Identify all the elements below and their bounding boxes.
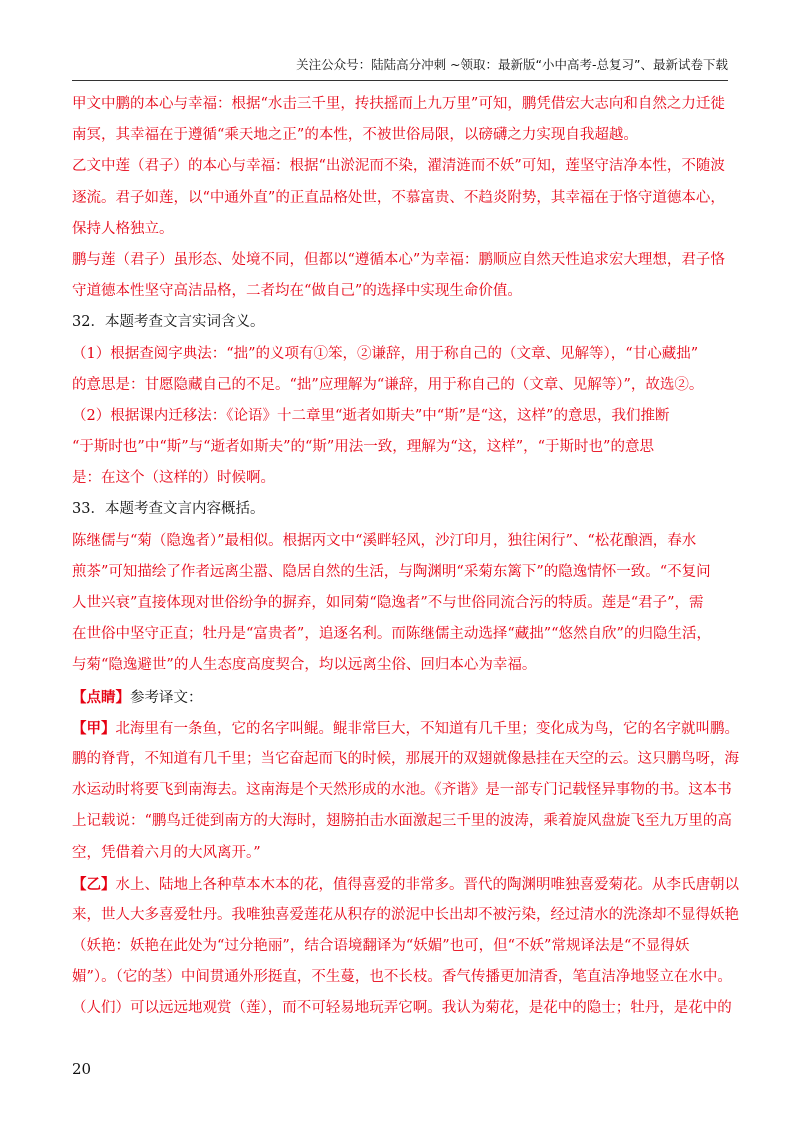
text-line: 的意思是：甘愿隐藏自己的不足。“拙”应理解为“谦辞，用于称自己的（文章、见解等）”，故选②。 (72, 376, 704, 393)
text-line: 南冥，其幸福在于遵循“乘天地之正”的本性，不被世俗局限，以磅礴之力实现自我超越。 (72, 127, 638, 144)
text-line: 来，世人大多喜爱牡丹。我唯独喜爱莲花从积存的淤泥中长出却不被污染，经过清水的洗涤却不显得妖艳 (72, 906, 739, 923)
text-line: 与菊“隐逸避世”的人生态度高度契合，均以远离尘俗、回归本心为幸福。 (72, 657, 537, 674)
page-number: 20 (72, 1060, 92, 1078)
question-heading: 33．本题考查文言内容概括。 (72, 501, 265, 518)
text-line: “于斯时也”中“斯”与“逝者如斯夫”的“斯”用法一致，理解为“这，这样”，“于斯时也”的意思 (72, 439, 654, 456)
text-line: 保持人格独立。 (72, 220, 174, 237)
text-line: 人世兴衰”直接体现对世俗纷争的摒弃，如同菊“隐逸者”不与世俗同流合污的特质。莲是“君子”，需 (72, 595, 704, 611)
page-header: 关注公众号：陆陆高分冲刺 ~领取：最新版“小中高考-总复习”、最新试卷下载 (296, 57, 728, 72)
text-line: 【乙】水上、陆地上各种草本木本的花，值得喜爱的非常多。晋代的陶渊明唯独喜爱菊花。从李氏唐朝以 (72, 875, 739, 893)
text-line: 甲文中鹏的本心与幸福：根据“水击三千里，抟扶摇而上九万里”可知，鹏凭借宏大志向和自然之力迁徙 (72, 96, 725, 112)
text-line: 【甲】北海里有一条鱼，它的名字叫鲲。鲲非常巨大，不知道有几千里；变化成为鸟，它的名字就叫鹏。 (72, 719, 739, 737)
text-line: （2）根据课内迁移法：《论语》十二章里“逝者如斯夫”中“斯”是“这，这样”的意思，我们推断 (72, 407, 670, 424)
text-line: 陈继儒与“菊（隐逸者）”最相似。根据丙文中“溪畔轻风，沙汀印月，独往闲行”、“松花酿酒，春水 (72, 532, 697, 549)
text-line: 煎茶”可知描绘了作者远离尘嚣、隐居自然的生活，与陶渊明“采菊东篱下”的隐逸情怀一致。“不复问 (72, 563, 711, 580)
text-line: 水运动时将要飞到南海去。这南海是个天然形成的水池。《齐谐》是一部专门记载怪异事物的书。这本书 (72, 782, 732, 799)
section-tag: 【甲】 (72, 719, 116, 737)
notes-heading: 【点睛】参考译文： (72, 688, 203, 706)
text-line: 媚”）。（它的茎）中间贯通外形挺直，不生蔓，也不长枝。香气传播更加清香，笔直洁净地竖立在水中。 (72, 969, 732, 986)
section-tag: 【点睛】 (72, 688, 130, 706)
text-line: 是：在这个（这样的）时候啊。 (72, 470, 275, 487)
text-line: 逐流。君子如莲，以“中通外直”的正直品格处世，不慕富贵、不趋炎附势，其幸福在于恪守道德本心， (72, 189, 725, 206)
text-line: 空，凭借着六月的大风离开。” (72, 844, 261, 861)
text-line: 乙文中莲（君子）的本心与幸福：根据“出淤泥而不染，濯清涟而不妖”可知，莲坚守洁净本性，不随波 (72, 158, 725, 175)
section-tag: 【乙】 (72, 875, 116, 893)
text-line: 鹏与莲（君子）虽形态、处境不同，但都以“遵循本心”为幸福：鹏顺应自然天性追求宏大理想，君子恪 (72, 251, 725, 268)
text-line: （人们）可以远远地观赏（莲），而不可轻易地玩弄它啊。我认为菊花，是花中的隐士；牡丹，是花中的 (72, 1000, 732, 1017)
text-line: 在世俗中坚守正直；牡丹是“富贵者”，追逐名利。而陈继儒主动选择“藏拙”“悠然自欣”的归隐生活， (72, 626, 711, 643)
text-line: 上记载说：“鹏鸟迁徙到南方的大海时，翅膀拍击水面激起三千里的波涛，乘着旋风盘旋飞至九万里的高 (72, 813, 732, 830)
text-line: 守道德本性坚守高洁品格，二者均在“做自己”的选择中实现生命价值。 (72, 283, 522, 300)
text-line: 鹏的脊背，不知道有几千里；当它奋起而飞的时候，那展开的双翅就像悬挂在天空的云。这只鹏鸟呀，海 (72, 750, 739, 767)
question-heading: 32．本题考查文言实词含义。 (72, 314, 265, 331)
document-body (72, 89, 739, 1025)
text-line: （1）根据查阅字典法：“拙”的义项有①笨，②谦辞，用于称自己的（文章、见解等），“甘心藏拙” (72, 345, 699, 362)
text-line: （妖艳：妖艳在此处为“过分艳丽”，结合语境翻译为“妖媚”也可，但“不妖”常规译法是“不显得妖 (72, 938, 690, 955)
header-divider (72, 80, 728, 81)
